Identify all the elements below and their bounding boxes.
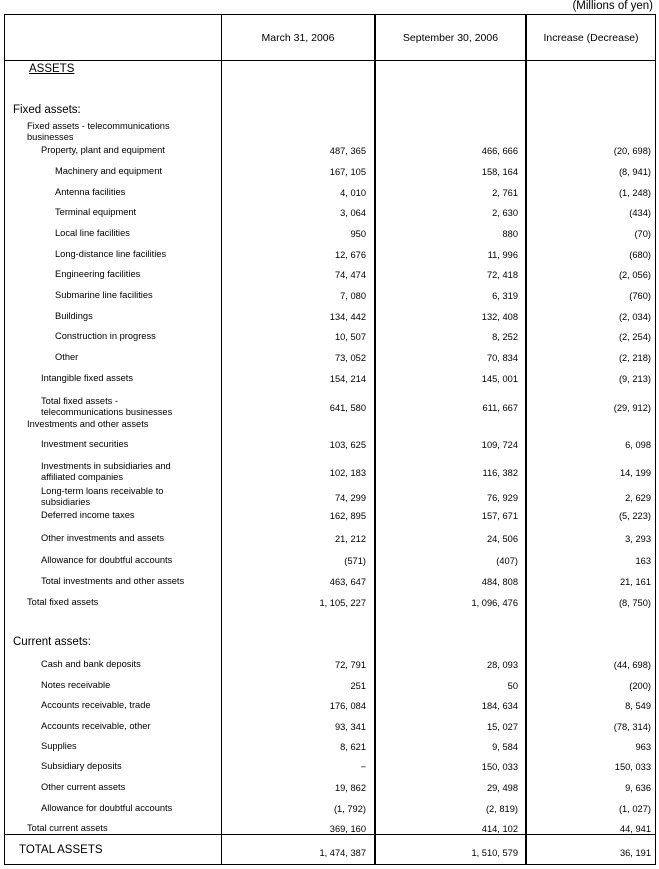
table-row [5, 510, 655, 524]
table-row [5, 576, 655, 590]
value-march: 7, 080 [340, 291, 366, 301]
value-september: (2, 819) [485, 804, 518, 814]
value-september: 150, 033 [481, 762, 518, 772]
table-row [5, 700, 655, 714]
table-row [5, 439, 655, 453]
value-september: 484, 808 [481, 577, 518, 587]
row-label: Antenna facilities [55, 187, 126, 197]
row-label: Other [55, 352, 79, 362]
value-march: 72, 791 [334, 660, 366, 670]
table-row [5, 311, 655, 325]
value-september: 15, 027 [486, 722, 518, 732]
value-march: 21, 212 [334, 534, 366, 544]
value-september: 1, 096, 476 [471, 598, 518, 608]
total-assets-march: 1, 474, 387 [319, 848, 366, 858]
value-change: 6, 098 [625, 440, 651, 450]
value-change: (2, 254) [618, 332, 651, 342]
value-change: (680) [629, 250, 651, 260]
value-march: 73, 052 [334, 353, 366, 363]
value-september: 116, 382 [482, 468, 518, 478]
value-september: 158, 164 [481, 167, 518, 177]
value-change: (760) [629, 291, 651, 301]
row-label: Cash and bank deposits [41, 659, 141, 669]
value-march: 176, 084 [329, 701, 366, 711]
value-change: (1, 248) [618, 188, 651, 198]
value-change: (2, 034) [618, 312, 651, 322]
value-march: 74, 299 [334, 493, 366, 503]
table-row [5, 761, 655, 775]
value-march: 3, 064 [340, 208, 366, 218]
row-label: Local line facilities [55, 228, 130, 238]
value-march: 10, 507 [334, 332, 366, 342]
value-change: (9, 213) [618, 374, 651, 384]
table-row [5, 637, 655, 653]
value-change: 14, 199 [619, 468, 651, 478]
value-change: (1, 027) [618, 804, 651, 814]
value-september: 2, 630 [492, 208, 518, 218]
value-march: 74, 474 [334, 270, 366, 280]
table-row [5, 533, 655, 547]
row-label: Investment securities [41, 439, 129, 449]
value-september: 50 [507, 681, 518, 691]
value-march: (571) [344, 556, 366, 566]
value-change: 150, 033 [614, 762, 651, 772]
row-label: Total fixed assets - telecommunications businesses [41, 396, 173, 417]
value-change: (2, 056) [618, 270, 651, 280]
unit-note: (Millions of yen) [572, 0, 653, 12]
value-march: 103, 625 [329, 440, 366, 450]
value-march: 12, 676 [334, 250, 366, 260]
value-change: 21, 161 [619, 577, 651, 587]
total-assets-label: TOTAL ASSETS [19, 844, 103, 856]
value-march: 950 [350, 229, 366, 239]
table-row [5, 187, 655, 201]
value-september: 70, 834 [486, 353, 518, 363]
value-march: − [360, 762, 366, 772]
value-march: 8, 621 [340, 742, 366, 752]
value-september: 414, 102 [481, 824, 518, 834]
row-label: Property, plant and equipment [41, 145, 165, 155]
row-label: Fixed assets: [13, 104, 81, 116]
row-label: Notes receivable [41, 680, 111, 690]
value-march: 369, 160 [329, 824, 366, 834]
value-change: (8, 750) [618, 598, 651, 608]
table-row [5, 659, 655, 673]
value-march: 19, 862 [334, 783, 366, 793]
row-label: Long-distance line facilities [55, 249, 167, 259]
table-row [5, 121, 655, 145]
value-march: 251 [350, 681, 366, 691]
value-change: (29, 912) [613, 403, 651, 413]
row-label: Other current assets [41, 782, 126, 792]
table-row [5, 166, 655, 180]
value-september: 9, 584 [492, 742, 518, 752]
value-march: 1, 105, 227 [319, 598, 366, 608]
row-label: Allowance for doubtful accounts [41, 555, 173, 565]
table-row [5, 555, 655, 569]
table-row [5, 145, 655, 159]
table-row [5, 486, 655, 510]
value-september: 8, 252 [492, 332, 518, 342]
value-march: 463, 647 [329, 577, 366, 587]
value-march: 167, 105 [329, 167, 366, 177]
value-change: 163 [635, 556, 651, 566]
row-label: Terminal equipment [55, 207, 137, 217]
value-september: 2, 761 [492, 188, 518, 198]
column-header-change: Increase (Decrease) [543, 32, 639, 44]
value-september: 611, 667 [482, 403, 518, 413]
value-change: 44, 941 [619, 824, 651, 834]
table-row [5, 105, 655, 119]
assets-title: ASSETS [29, 63, 75, 75]
value-september: 184, 634 [481, 701, 518, 711]
value-change: (8, 941) [618, 167, 651, 177]
value-september: 28, 093 [486, 660, 518, 670]
row-label: Engineering facilities [55, 269, 141, 279]
table-row [5, 782, 655, 796]
total-assets-change: 36, 191 [619, 848, 651, 858]
balance-sheet-table [4, 14, 656, 865]
total-assets-row [5, 843, 655, 861]
row-label: Investments and other assets [27, 419, 149, 429]
table-row [5, 352, 655, 366]
row-label: Allowance for doubtful accounts [41, 803, 173, 813]
table-row [5, 396, 655, 420]
value-september: (407) [496, 556, 518, 566]
value-change: (434) [629, 208, 651, 218]
value-march: 162, 895 [329, 511, 366, 521]
row-label: Subsidiary deposits [41, 761, 122, 771]
row-label: Accounts receivable, trade [41, 700, 151, 710]
value-march: 641, 580 [329, 403, 366, 413]
value-september: 24, 506 [486, 534, 518, 544]
table-row [5, 721, 655, 735]
row-label: Intangible fixed assets [41, 373, 133, 383]
value-september: 29, 498 [486, 783, 518, 793]
table-row [5, 680, 655, 694]
value-march: 4, 010 [340, 188, 366, 198]
column-header-september: September 30, 2006 [402, 32, 499, 44]
column-header-march: March 31, 2006 [261, 32, 335, 44]
row-label: Total current assets [27, 823, 108, 833]
value-change: (44, 698) [613, 660, 651, 670]
value-change: (70) [634, 229, 651, 239]
value-march: 487, 365 [329, 146, 366, 156]
value-change: (78, 314) [613, 722, 651, 732]
value-september: 157, 671 [481, 511, 518, 521]
row-label: Deferred income taxes [41, 510, 135, 520]
value-september: 6, 319 [492, 291, 518, 301]
row-label: Long-term loans receivable to subsidiaries [41, 486, 164, 507]
value-march: 102, 183 [329, 468, 366, 478]
value-september: 145, 001 [481, 374, 518, 384]
row-label: Supplies [41, 741, 77, 751]
table-row [5, 331, 655, 345]
value-september: 880 [502, 229, 518, 239]
row-label: Total fixed assets [27, 597, 99, 607]
row-label: Submarine line facilities [55, 290, 153, 300]
value-march: 93, 341 [334, 722, 366, 732]
value-september: 76, 929 [486, 493, 518, 503]
table-row [5, 741, 655, 755]
value-september: 72, 418 [486, 270, 518, 280]
value-change: (200) [629, 681, 651, 691]
value-september: 109, 724 [481, 440, 518, 450]
value-march: 134, 442 [329, 312, 366, 322]
value-september: 11, 996 [487, 250, 518, 260]
value-change: (5, 223) [618, 511, 651, 521]
row-label: Buildings [55, 311, 93, 321]
table-row [5, 823, 655, 837]
value-march: 154, 214 [329, 374, 366, 384]
row-label: Investments in subsidiaries and affiliated companies [41, 461, 171, 482]
table-row [5, 461, 655, 485]
table-row [5, 803, 655, 817]
row-label: Current assets: [13, 636, 91, 648]
table-row [5, 249, 655, 263]
table-row [5, 419, 655, 433]
value-march: (1, 792) [333, 804, 366, 814]
value-change: (2, 218) [618, 353, 651, 363]
total-assets-september: 1, 510, 579 [471, 848, 518, 858]
value-change: 9, 636 [625, 783, 651, 793]
value-september: 466, 666 [481, 146, 518, 156]
row-label: Fixed assets - telecommunications businesses [27, 121, 170, 142]
table-row [5, 290, 655, 304]
row-label: Total investments and other assets [41, 576, 185, 586]
value-change: 3, 293 [625, 534, 651, 544]
row-label: Construction in progress [55, 331, 156, 341]
value-change: 8, 549 [625, 701, 651, 711]
value-change: 963 [635, 742, 651, 752]
row-label: Machinery and equipment [55, 166, 162, 176]
value-change: 2, 629 [625, 493, 651, 503]
row-label: Accounts receivable, other [41, 721, 151, 731]
table-row [5, 269, 655, 283]
table-row [5, 597, 655, 611]
value-change: (20, 698) [613, 146, 651, 156]
value-september: 132, 408 [481, 312, 518, 322]
table-row [5, 373, 655, 387]
row-label: Other investments and assets [41, 533, 164, 543]
table-row [5, 207, 655, 221]
table-row [5, 228, 655, 242]
